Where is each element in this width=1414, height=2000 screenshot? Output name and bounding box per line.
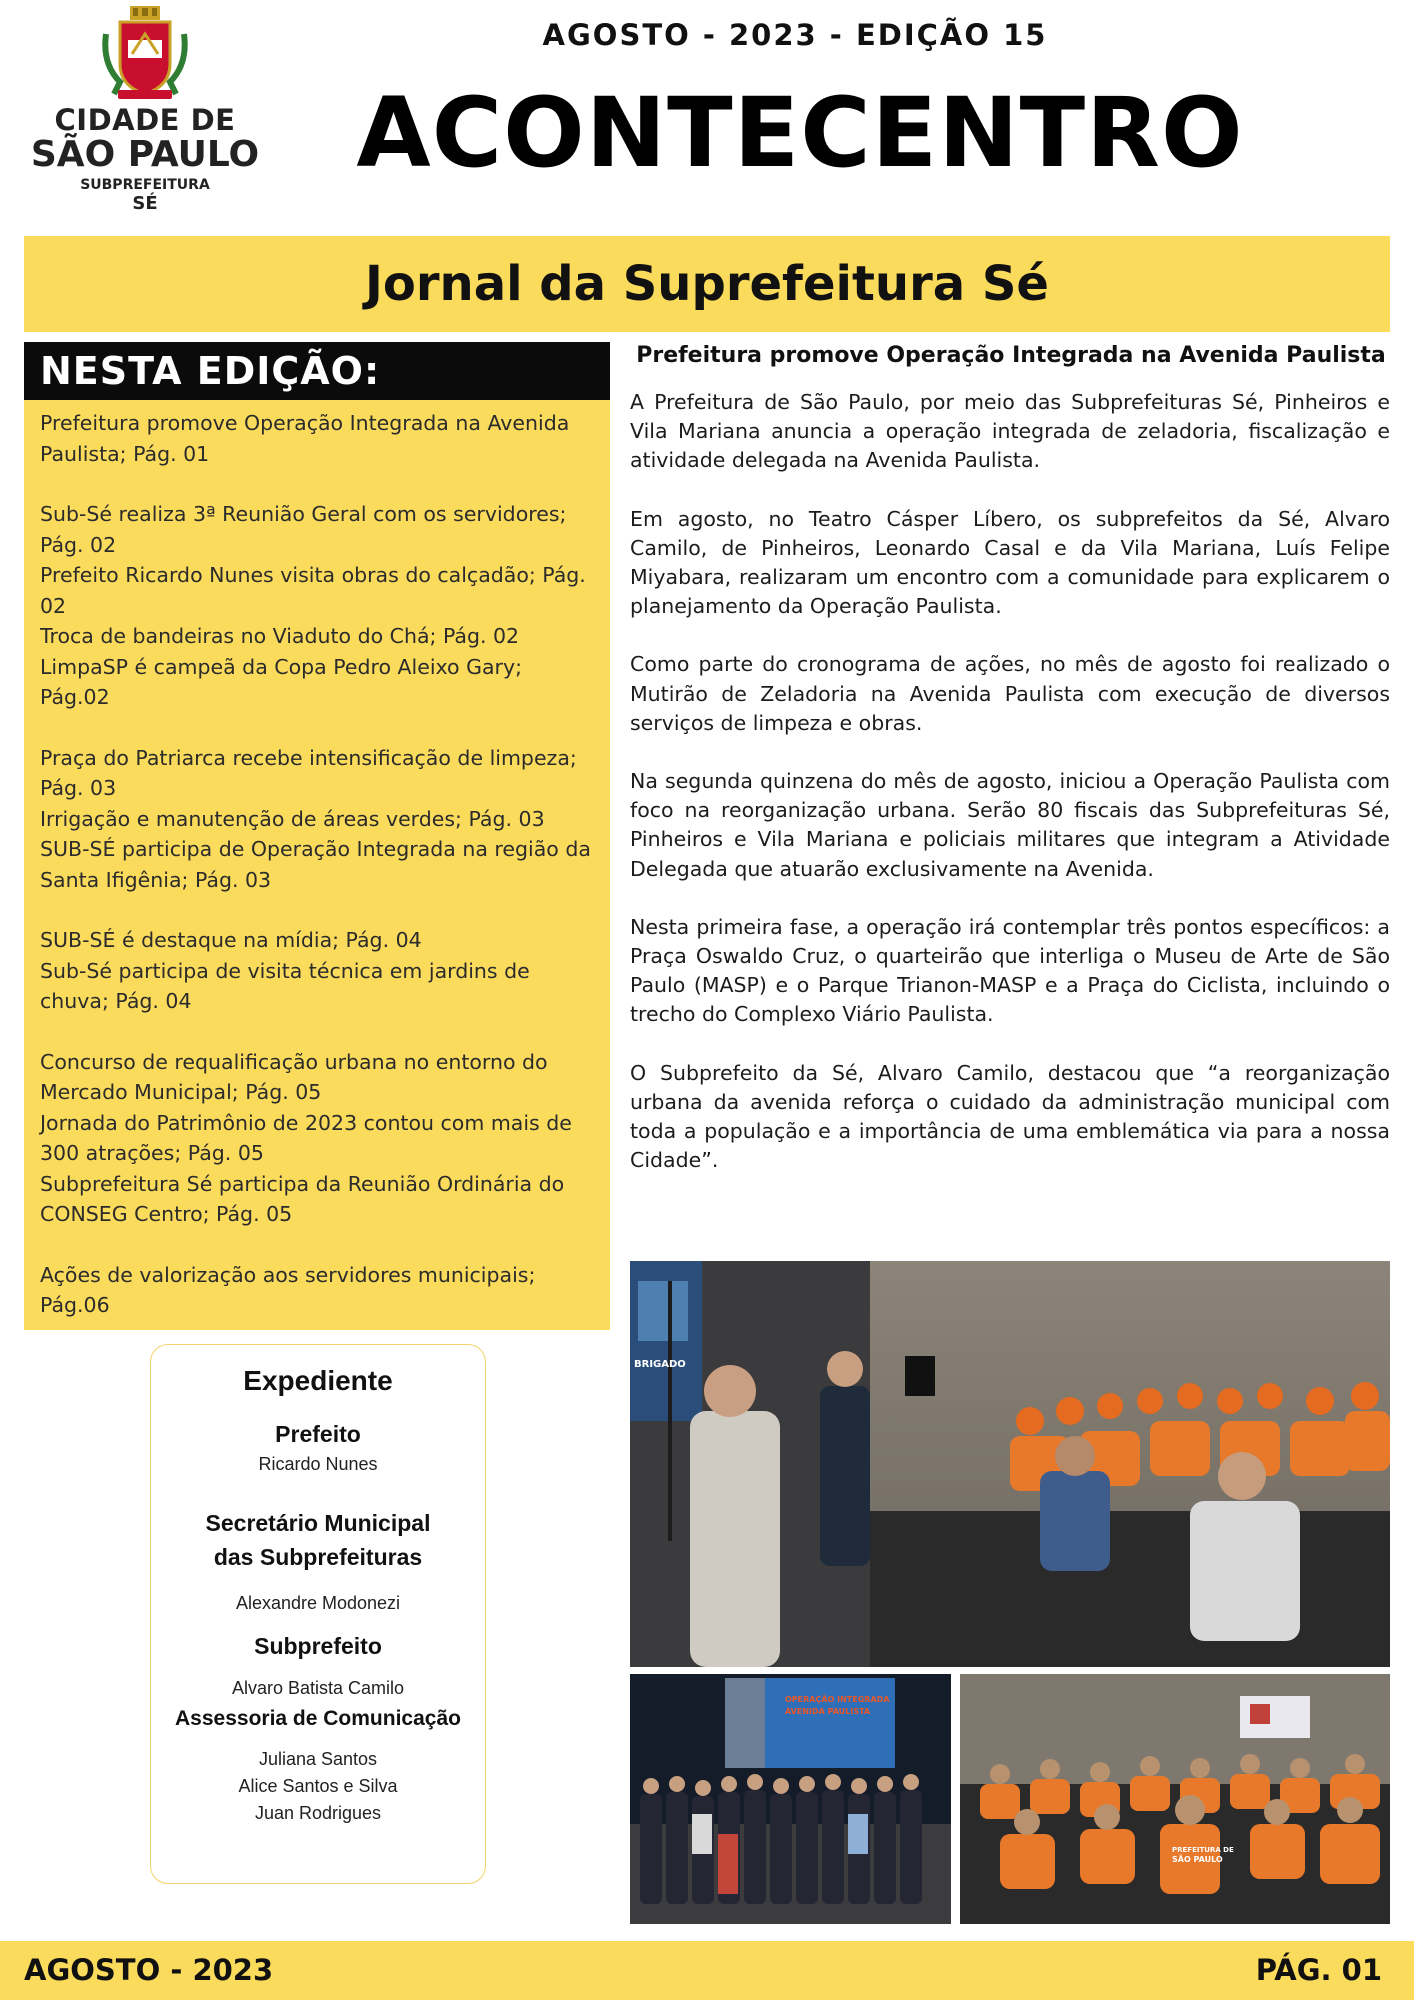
edition-line: AGOSTO - 2023 - EDIÇÃO 15 xyxy=(542,18,1048,52)
article-paragraph: Em agosto, no Teatro Cásper Líbero, os subprefeitos da Sé, Alvaro Camilo, de Pinheiros, Leonardo Casal e da Vila Mariana, Luís Felipe Miyabara, realizaram um encontro com a comunidade para explicarem o planejamento da Operação Paulista. xyxy=(630,506,1390,619)
photo-illustration xyxy=(630,1261,1390,1667)
toc-item[interactable]: SUB-SÉ participa de Operação Integrada na região da Santa Ifigênia; Pág. 03 xyxy=(40,837,591,892)
photo2-screen-line2: AVENIDA PAULISTA xyxy=(785,1707,871,1716)
toc-item[interactable]: LimpaSP é campeã da Copa Pedro Aleixo Gary; Pág.02 xyxy=(40,654,523,709)
prefeito-label: Prefeito xyxy=(275,1421,361,1447)
footer-page-number: PÁG. 01 xyxy=(1255,1953,1382,1987)
toc-list xyxy=(24,400,610,1321)
article-paragraph: A Prefeitura de São Paulo, por meio das Subprefeituras Sé, Pinheiros e Vila Mariana anuncia a operação integrada de zeladoria, fiscalização e atividade delegada na Avenida Paulista. xyxy=(630,390,1390,473)
photo-illustration xyxy=(630,1674,951,1924)
banner-text: Jornal da Suprefeitura Sé xyxy=(365,256,1049,312)
toc-item[interactable]: Jornada do Patrimônio de 2023 contou com mais de 300 atrações; Pág. 05 xyxy=(40,1110,572,1165)
toc-item[interactable]: Praça do Patriarca recebe intensificação de limpeza; Pág. 03 xyxy=(40,745,577,800)
assessoria-name: Juan Rodrigues xyxy=(254,1803,382,1823)
footer-bar xyxy=(0,1941,1414,2000)
toc-item[interactable]: Ações de valorização aos servidores municipais; Pág.06 xyxy=(40,1262,536,1317)
logo-line-sao-paulo: SÃO PAULO xyxy=(30,134,260,175)
logo-line-se: SÉ xyxy=(132,193,158,214)
article-body xyxy=(630,388,1390,1204)
article-paragraph: O Subprefeito da Sé, Alvaro Camilo, destacou que “a reorganização urbana da avenida reforça o cuidado da administração municipal com toda a população e a importância de uma emblemática via para a nossa Cidade”. xyxy=(630,1060,1390,1173)
photo-illustration xyxy=(960,1674,1390,1924)
expediente-title: Expediente xyxy=(243,1365,393,1396)
photo2-screen-line1: OPERAÇÃO INTEGRADA xyxy=(785,1695,890,1704)
photo1-screen-text: BRIGADO xyxy=(634,1359,686,1370)
table-of-contents xyxy=(24,342,610,1330)
photo3-vest-line2: SÃO PAULO xyxy=(1172,1855,1223,1864)
toc-item[interactable]: Troca de bandeiras no Viaduto do Chá; Pág. 02 xyxy=(40,624,520,648)
toc-item[interactable]: Subprefeitura Sé participa da Reunião Ordinária do CONSEG Centro; Pág. 05 xyxy=(40,1171,565,1226)
photo-group-stage xyxy=(630,1674,951,1924)
subprefeito-label: Subprefeito xyxy=(254,1633,382,1659)
toc-item[interactable]: Concurso de requalificação urbana no entorno do Mercado Municipal; Pág. 05 xyxy=(40,1049,548,1104)
toc-item[interactable]: Prefeito Ricardo Nunes visita obras do calçadão; Pág. 02 xyxy=(40,563,586,618)
photo-auditorium-meeting xyxy=(630,1261,1390,1667)
photo-workers-seated xyxy=(960,1674,1390,1924)
article-paragraph: Como parte do cronograma de ações, no mês de agosto foi realizado o Mutirão de Zeladoria na Avenida Paulista com execução de diversos serviços de limpeza e obras. xyxy=(630,652,1390,735)
photo3-vest-line1: PREFEITURA DE xyxy=(1172,1846,1234,1854)
footer-date: AGOSTO - 2023 xyxy=(24,1953,274,1987)
toc-item[interactable]: Sub-Sé realiza 3ª Reunião Geral com os servidores; Pág. 02 xyxy=(40,502,567,557)
subprefeito-name: Alvaro Batista Camilo xyxy=(231,1678,405,1698)
secretario-label-1: Secretário Municipal xyxy=(205,1510,431,1536)
assessoria-name: Juliana Santos xyxy=(258,1749,378,1769)
toc-item[interactable]: Prefeitura promove Operação Integrada na Avenida Paulista; Pág. 01 xyxy=(40,411,570,466)
article-title: Prefeitura promove Operação Integrada na Avenida Paulista xyxy=(636,343,1386,368)
masthead-title: ACONTECENTRO xyxy=(356,77,1244,189)
toc-item[interactable]: SUB-SÉ é destaque na mídia; Pág. 04 xyxy=(40,928,422,952)
logo-line-cidade: CIDADE DE xyxy=(54,103,236,137)
city-logo xyxy=(20,0,270,230)
article-paragraph: Nesta primeira fase, a operação irá contemplar três pontos específicos: a Praça Oswaldo Cruz, o quarteirão que interliga o Museu de Arte de São Paulo (MASP) e o Parque Trianon-MASP e a Praça do Ciclista, incluindo o trecho do Complexo Viário Paulista. xyxy=(630,914,1390,1027)
coat-of-arms-icon xyxy=(100,4,190,104)
subtitle-banner xyxy=(24,236,1390,332)
article-paragraph: Na segunda quinzena do mês de agosto, iniciou a Operação Paulista com foco na reorganização urbana. Serão 80 fiscais das Subprefeituras Sé, Pinheiros e Vila Mariana e policiais militares que integram a Atividade Delegada que atuarão exclusivamente na Avenida. xyxy=(630,769,1390,881)
secretario-label-2: das Subprefeituras xyxy=(213,1544,423,1570)
assessoria-name: Alice Santos e Silva xyxy=(238,1776,398,1796)
prefeito-name: Ricardo Nunes xyxy=(258,1454,378,1474)
toc-item[interactable]: Irrigação e manutenção de áreas verdes; Pág. 03 xyxy=(40,806,545,831)
toc-title: NESTA EDIÇÃO: xyxy=(24,342,610,400)
toc-item[interactable]: Sub-Sé participa de visita técnica em jardins de chuva; Pág. 04 xyxy=(40,958,530,1013)
expediente-box xyxy=(150,1344,486,1884)
assessoria-label: Assessoria de Comunicação xyxy=(175,1707,461,1730)
logo-line-subprefeitura: SUBPREFEITURA xyxy=(80,177,210,193)
secretario-name: Alexandre Modonezi xyxy=(235,1593,401,1613)
